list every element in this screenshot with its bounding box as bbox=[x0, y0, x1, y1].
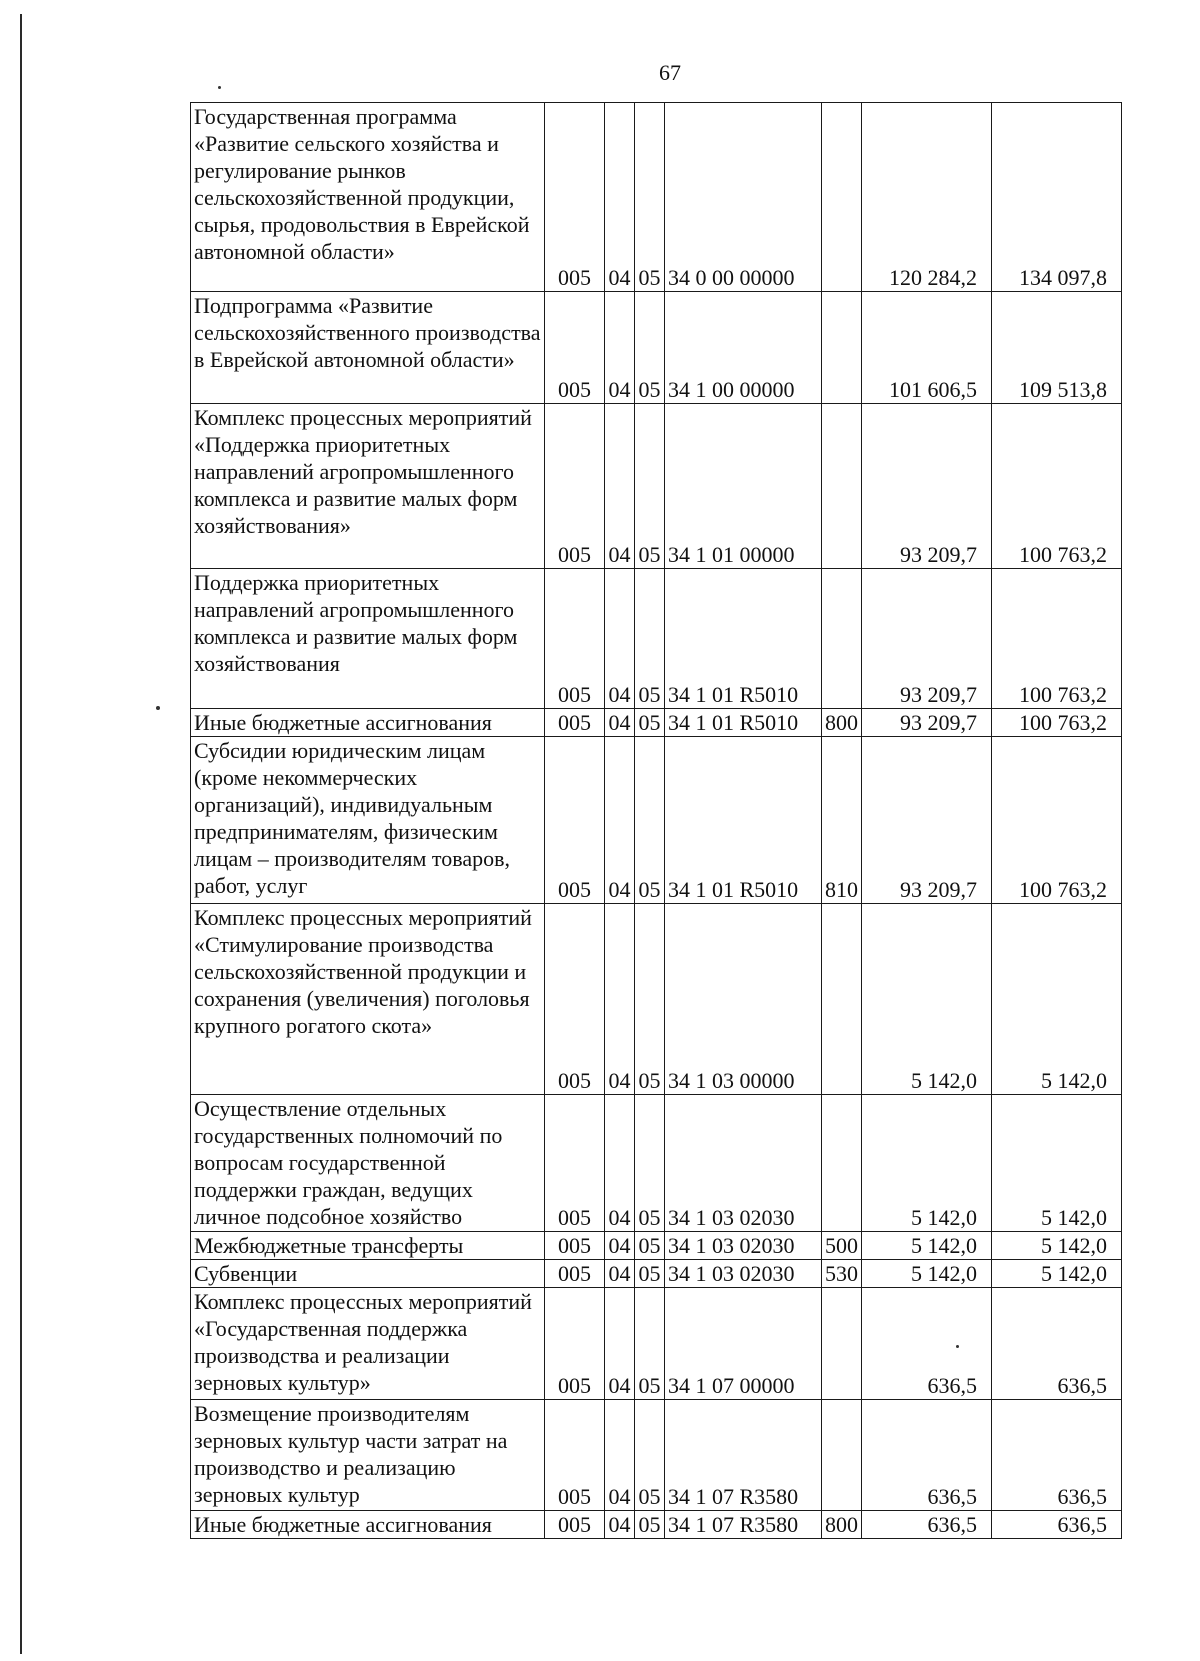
expense-type-cell bbox=[822, 1288, 862, 1400]
row-name-cell: Комплекс процессных мероприятий «Государственная поддержка производства и реализации зерновых культур» bbox=[191, 1288, 545, 1400]
section-code-cell: 04 bbox=[605, 569, 635, 709]
target-article-cell: 34 1 03 02030 bbox=[665, 1232, 822, 1260]
row-name-cell: Возмещение производителям зерновых культур части затрат на производство и реализацию зерновых культур bbox=[191, 1400, 545, 1511]
section-code-cell: 04 bbox=[605, 709, 635, 737]
target-article-cell: 34 1 01 R5010 bbox=[665, 569, 822, 709]
expense-type-cell bbox=[822, 904, 862, 1095]
subsection-code-cell: 05 bbox=[635, 103, 665, 292]
expense-type-cell bbox=[822, 569, 862, 709]
expense-type-cell bbox=[822, 1400, 862, 1511]
subsection-code-cell: 05 bbox=[635, 1400, 665, 1511]
table-row bbox=[191, 1232, 1122, 1260]
target-article-cell: 34 1 00 00000 bbox=[665, 292, 822, 404]
amount-year2-cell: 100 763,2 bbox=[992, 569, 1122, 709]
target-article-cell: 34 1 07 R3580 bbox=[665, 1511, 822, 1539]
subsection-code-cell: 05 bbox=[635, 1232, 665, 1260]
target-article-cell: 34 1 07 R3580 bbox=[665, 1400, 822, 1511]
amount-year2-cell: 100 763,2 bbox=[992, 709, 1122, 737]
amount-year1-cell: 636,5 bbox=[862, 1511, 992, 1539]
section-code-cell: 04 bbox=[605, 1400, 635, 1511]
admin-code-cell: 005 bbox=[545, 292, 605, 404]
amount-year2-cell: 134 097,8 bbox=[992, 103, 1122, 292]
table-row bbox=[191, 1288, 1122, 1400]
target-article-cell: 34 1 01 R5010 bbox=[665, 737, 822, 904]
row-name-cell: Государственная программа «Развитие сельского хозяйства и регулирование рынков сельскохозяйственной продукции, сырья, продовольствия в Еврейской автономной области» bbox=[191, 103, 545, 292]
section-code-cell: 04 bbox=[605, 1232, 635, 1260]
table-row bbox=[191, 1095, 1122, 1232]
admin-code-cell: 005 bbox=[545, 904, 605, 1095]
amount-year1-cell: 5 142,0 bbox=[862, 904, 992, 1095]
admin-code-cell: 005 bbox=[545, 103, 605, 292]
row-name-cell: Иные бюджетные ассигнования bbox=[191, 1511, 545, 1539]
amount-year1-cell: 5 142,0 bbox=[862, 1095, 992, 1232]
subsection-code-cell: 05 bbox=[635, 292, 665, 404]
table-row bbox=[191, 1400, 1122, 1511]
admin-code-cell: 005 bbox=[545, 1260, 605, 1288]
amount-year2-cell: 5 142,0 bbox=[992, 904, 1122, 1095]
subsection-code-cell: 05 bbox=[635, 904, 665, 1095]
row-name-cell: Субсидии юридическим лицам (кроме некоммерческих организаций), индивидуальным предпринимателям, физическим лицам – производителям товаров, работ, услуг bbox=[191, 737, 545, 904]
amount-year2-cell: 109 513,8 bbox=[992, 292, 1122, 404]
expense-type-cell bbox=[822, 1095, 862, 1232]
admin-code-cell: 005 bbox=[545, 1400, 605, 1511]
table-row bbox=[191, 103, 1122, 292]
target-article-cell: 34 0 00 00000 bbox=[665, 103, 822, 292]
subsection-code-cell: 05 bbox=[635, 404, 665, 569]
admin-code-cell: 005 bbox=[545, 709, 605, 737]
section-code-cell: 04 bbox=[605, 1288, 635, 1400]
amount-year1-cell: 5 142,0 bbox=[862, 1232, 992, 1260]
section-code-cell: 04 bbox=[605, 1260, 635, 1288]
amount-year2-cell: 636,5 bbox=[992, 1400, 1122, 1511]
admin-code-cell: 005 bbox=[545, 404, 605, 569]
expense-type-cell bbox=[822, 103, 862, 292]
table-row bbox=[191, 292, 1122, 404]
amount-year1-cell: 101 606,5 bbox=[862, 292, 992, 404]
amount-year1-cell: 93 209,7 bbox=[862, 709, 992, 737]
row-name-cell: Иные бюджетные ассигнования bbox=[191, 709, 545, 737]
amount-year1-cell: 120 284,2 bbox=[862, 103, 992, 292]
section-code-cell: 04 bbox=[605, 1095, 635, 1232]
expense-type-cell: 500 bbox=[822, 1232, 862, 1260]
subsection-code-cell: 05 bbox=[635, 569, 665, 709]
section-code-cell: 04 bbox=[605, 404, 635, 569]
row-name-cell: Комплекс процессных мероприятий «Стимулирование производства сельскохозяйственной продукции и сохранения (увеличения) поголовья крупного рогатого скота» bbox=[191, 904, 545, 1095]
table-row bbox=[191, 1260, 1122, 1288]
scan-speck bbox=[156, 706, 160, 710]
amount-year2-cell: 100 763,2 bbox=[992, 737, 1122, 904]
expense-type-cell: 530 bbox=[822, 1260, 862, 1288]
admin-code-cell: 005 bbox=[545, 569, 605, 709]
row-name-cell: Осуществление отдельных государственных полномочий по вопросам государственной поддержки граждан, ведущих личное подсобное хозяйство bbox=[191, 1095, 545, 1232]
target-article-cell: 34 1 07 00000 bbox=[665, 1288, 822, 1400]
table-row bbox=[191, 737, 1122, 904]
expense-type-cell bbox=[822, 292, 862, 404]
subsection-code-cell: 05 bbox=[635, 1288, 665, 1400]
amount-year1-cell: 5 142,0 bbox=[862, 1260, 992, 1288]
subsection-code-cell: 05 bbox=[635, 709, 665, 737]
row-name-cell: Комплекс процессных мероприятий «Поддержка приоритетных направлений агропромышленного комплекса и развитие малых форм хозяйствования» bbox=[191, 404, 545, 569]
target-article-cell: 34 1 03 02030 bbox=[665, 1260, 822, 1288]
section-code-cell: 04 bbox=[605, 292, 635, 404]
subsection-code-cell: 05 bbox=[635, 1260, 665, 1288]
scan-speck bbox=[218, 86, 221, 89]
amount-year2-cell: 5 142,0 bbox=[992, 1260, 1122, 1288]
section-code-cell: 04 bbox=[605, 1511, 635, 1539]
row-name-cell: Поддержка приоритетных направлений агропромышленного комплекса и развитие малых форм хозяйствования bbox=[191, 569, 545, 709]
table-row bbox=[191, 404, 1122, 569]
amount-year2-cell: 100 763,2 bbox=[992, 404, 1122, 569]
section-code-cell: 04 bbox=[605, 103, 635, 292]
amount-year2-cell: 636,5 bbox=[992, 1288, 1122, 1400]
amount-year2-cell: 636,5 bbox=[992, 1511, 1122, 1539]
expense-type-cell: 800 bbox=[822, 709, 862, 737]
admin-code-cell: 005 bbox=[545, 1288, 605, 1400]
target-article-cell: 34 1 01 R5010 bbox=[665, 709, 822, 737]
expense-type-cell bbox=[822, 404, 862, 569]
subsection-code-cell: 05 bbox=[635, 1095, 665, 1232]
table-row bbox=[191, 904, 1122, 1095]
amount-year1-cell: 636,5 bbox=[862, 1288, 992, 1400]
expense-type-cell: 810 bbox=[822, 737, 862, 904]
amount-year1-cell: 93 209,7 bbox=[862, 404, 992, 569]
row-name-cell: Субвенции bbox=[191, 1260, 545, 1288]
scan-edge-line bbox=[20, 14, 22, 1654]
admin-code-cell: 005 bbox=[545, 737, 605, 904]
amount-year1-cell: 93 209,7 bbox=[862, 569, 992, 709]
target-article-cell: 34 1 03 00000 bbox=[665, 904, 822, 1095]
page-number: 67 bbox=[659, 60, 681, 85]
amount-year2-cell: 5 142,0 bbox=[992, 1232, 1122, 1260]
subsection-code-cell: 05 bbox=[635, 737, 665, 904]
budget-table bbox=[190, 102, 1122, 1539]
expense-type-cell: 800 bbox=[822, 1511, 862, 1539]
table-row bbox=[191, 569, 1122, 709]
target-article-cell: 34 1 01 00000 bbox=[665, 404, 822, 569]
row-name-cell: Подпрограмма «Развитие сельскохозяйственного производства в Еврейской автономной области» bbox=[191, 292, 545, 404]
subsection-code-cell: 05 bbox=[635, 1511, 665, 1539]
amount-year1-cell: 93 209,7 bbox=[862, 737, 992, 904]
amount-year1-cell: 636,5 bbox=[862, 1400, 992, 1511]
section-code-cell: 04 bbox=[605, 904, 635, 1095]
section-code-cell: 04 bbox=[605, 737, 635, 904]
admin-code-cell: 005 bbox=[545, 1095, 605, 1232]
admin-code-cell: 005 bbox=[545, 1511, 605, 1539]
table-row bbox=[191, 1511, 1122, 1539]
admin-code-cell: 005 bbox=[545, 1232, 605, 1260]
table-body bbox=[191, 103, 1122, 1539]
row-name-cell: Межбюджетные трансферты bbox=[191, 1232, 545, 1260]
amount-year2-cell: 5 142,0 bbox=[992, 1095, 1122, 1232]
table-row bbox=[191, 709, 1122, 737]
target-article-cell: 34 1 03 02030 bbox=[665, 1095, 822, 1232]
